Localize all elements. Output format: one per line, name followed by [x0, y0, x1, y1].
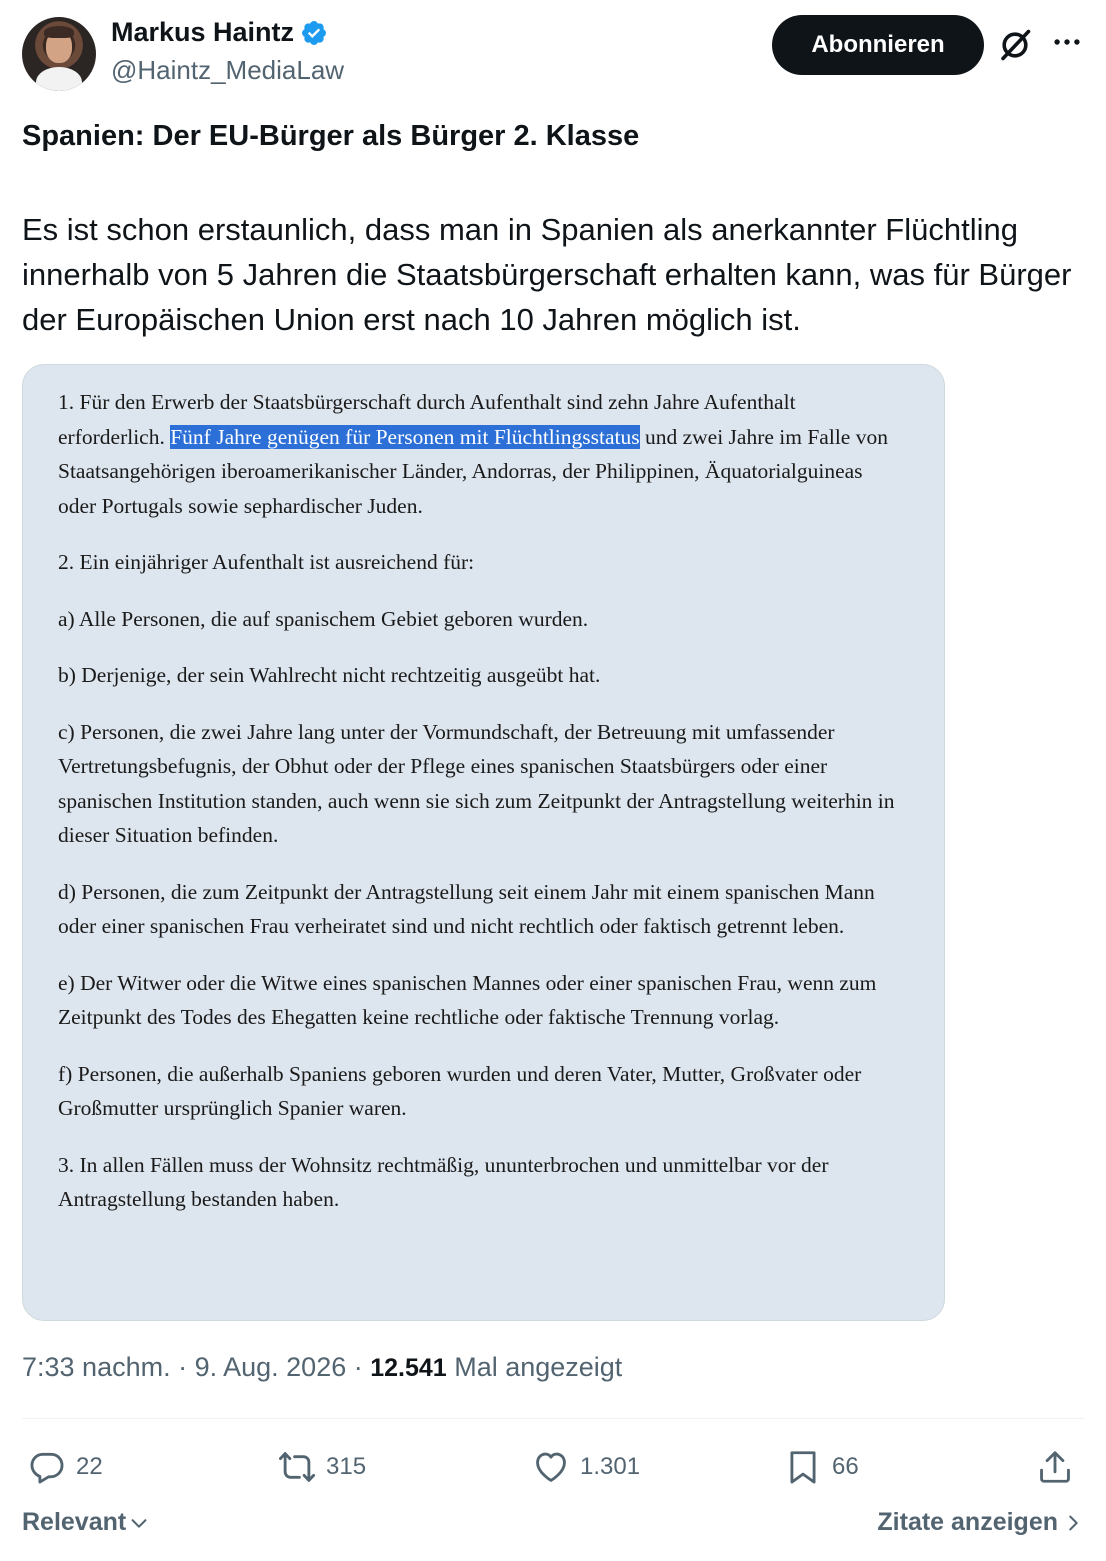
repost-button[interactable]: [278, 1440, 366, 1494]
author-handle[interactable]: @Haintz_MediaLaw: [111, 55, 345, 85]
doc-p1-after: und zwei Jahre im Falle von Staatsangehörigen iberoamerikanischer Länder, Andorras, der Philippinen, Äquatorialguineas oder Portugals sowie sephardischer Juden.: [58, 424, 888, 518]
bookmark-count: 66: [832, 1453, 859, 1480]
doc-paragraph-1: [58, 385, 898, 523]
post-header: [22, 15, 1084, 91]
share-icon: [1036, 1448, 1074, 1486]
post-date[interactable]: 9. Aug. 2026: [194, 1352, 347, 1382]
views-label: Mal angezeigt: [446, 1352, 623, 1382]
views-count: 12.541: [370, 1354, 447, 1382]
subscribe-button[interactable]: Abonnieren: [772, 15, 984, 75]
action-bar: [22, 1440, 1084, 1494]
doc-paragraph-7: e) Der Witwer oder die Witwe eines spanischen Mannes oder einer spanischen Frau, wenn zum Zeitpunkt des Todes des Ehegatten keine rechtliche oder faktische Trennung vorlag.: [58, 970, 877, 1029]
doc-p1-before: 1. Für den Erwerb der Staatsbürgerschaft durch Aufenthalt sind zehn Jahre Aufenthalt erforderlich.: [58, 390, 796, 449]
avatar-shirt: [36, 67, 82, 91]
doc-paragraph-6: d) Personen, die zum Zeitpunkt der Antragstellung seit einem Jahr mit einem spanischen Mann oder einer spanischen Frau verheiratet sind und nicht rechtlich oder faktisch getrennt leben.: [58, 879, 875, 938]
doc-paragraph-4: b) Derjenige, der sein Wahlrecht nicht rechtzeitig ausgeübt hat.: [58, 663, 601, 687]
doc-paragraph-5: c) Personen, die zwei Jahre lang unter der Vormundschaft, der Betreuung mit umfassender Vertretungsbefugnis, der Obhut oder der Pflege eines spanischen Staatsbürgers oder einer spanischen Institution standen, auch wenn sie sich zum Zeitpunkt der Antragstellung weiterhin in dieser Situation befinden.: [58, 719, 895, 847]
relevant-dropdown[interactable]: [22, 1508, 150, 1537]
doc-paragraph-9: 3. In allen Fällen muss der Wohnsitz rechtmäßig, ununterbrochen und unmittelbar vor der Antragstellung bestanden haben.: [58, 1152, 829, 1211]
chevron-down-icon: [128, 1512, 150, 1534]
view-quotes-link[interactable]: [877, 1508, 1084, 1537]
grok-icon[interactable]: [997, 27, 1033, 63]
like-button[interactable]: [532, 1440, 640, 1494]
bookmark-icon: [784, 1448, 822, 1486]
doc-paragraph-3: a) Alle Personen, die auf spanischem Gebiet geboren wurden.: [58, 606, 589, 631]
avatar-hair: [44, 26, 74, 38]
meta-separator-2: ·: [346, 1352, 371, 1382]
repost-count: 315: [326, 1453, 367, 1480]
divider: [22, 1418, 1084, 1419]
more-icon[interactable]: [1050, 25, 1084, 59]
reply-filter-bar: [22, 1508, 1084, 1542]
author-name[interactable]: Markus Haintz: [111, 17, 295, 47]
post-text: Es ist schon erstaunlich, dass man in Spanien als anerkannter Flüchtling innerhalb von 5 Jahren die Staatsbürgerschaft erhalten kann, was für Bürger der Europäischen Union erst nach 10 Jahren möglich ist.: [22, 212, 1072, 337]
verified-badge-icon[interactable]: [300, 19, 328, 47]
reply-icon: [28, 1448, 66, 1486]
meta-separator: ·: [170, 1352, 195, 1382]
doc-paragraph-2: 2. Ein einjähriger Aufenthalt ist ausreichend für:: [58, 550, 475, 574]
share-button[interactable]: [1036, 1440, 1074, 1494]
reply-button[interactable]: [28, 1440, 103, 1494]
reply-count: 22: [76, 1453, 103, 1480]
document-excerpt: [58, 385, 898, 1239]
chevron-right-icon: [1062, 1512, 1084, 1534]
quotes-label: Zitate anzeigen: [877, 1508, 1058, 1536]
post-title: Spanien: Der EU-Bürger als Bürger 2. Klasse: [22, 120, 640, 152]
relevant-label: Relevant: [22, 1508, 127, 1536]
repost-icon: [278, 1448, 316, 1486]
doc-p1-highlight: Fünf Jahre genügen für Personen mit Flüchtlingsstatus: [170, 424, 640, 449]
avatar[interactable]: [22, 17, 96, 91]
name-row: [111, 17, 328, 48]
bookmark-button[interactable]: [784, 1440, 859, 1494]
heart-icon: [532, 1448, 570, 1486]
post-image[interactable]: [22, 364, 945, 1321]
like-count: 1.301: [580, 1453, 641, 1480]
doc-paragraph-8: f) Personen, die außerhalb Spaniens geboren wurden und deren Vater, Mutter, Großvater oder Großmutter ursprünglich Spanier waren.: [58, 1061, 862, 1120]
post-time[interactable]: 7:33 nachm.: [22, 1352, 171, 1382]
post-meta: [22, 1352, 622, 1383]
